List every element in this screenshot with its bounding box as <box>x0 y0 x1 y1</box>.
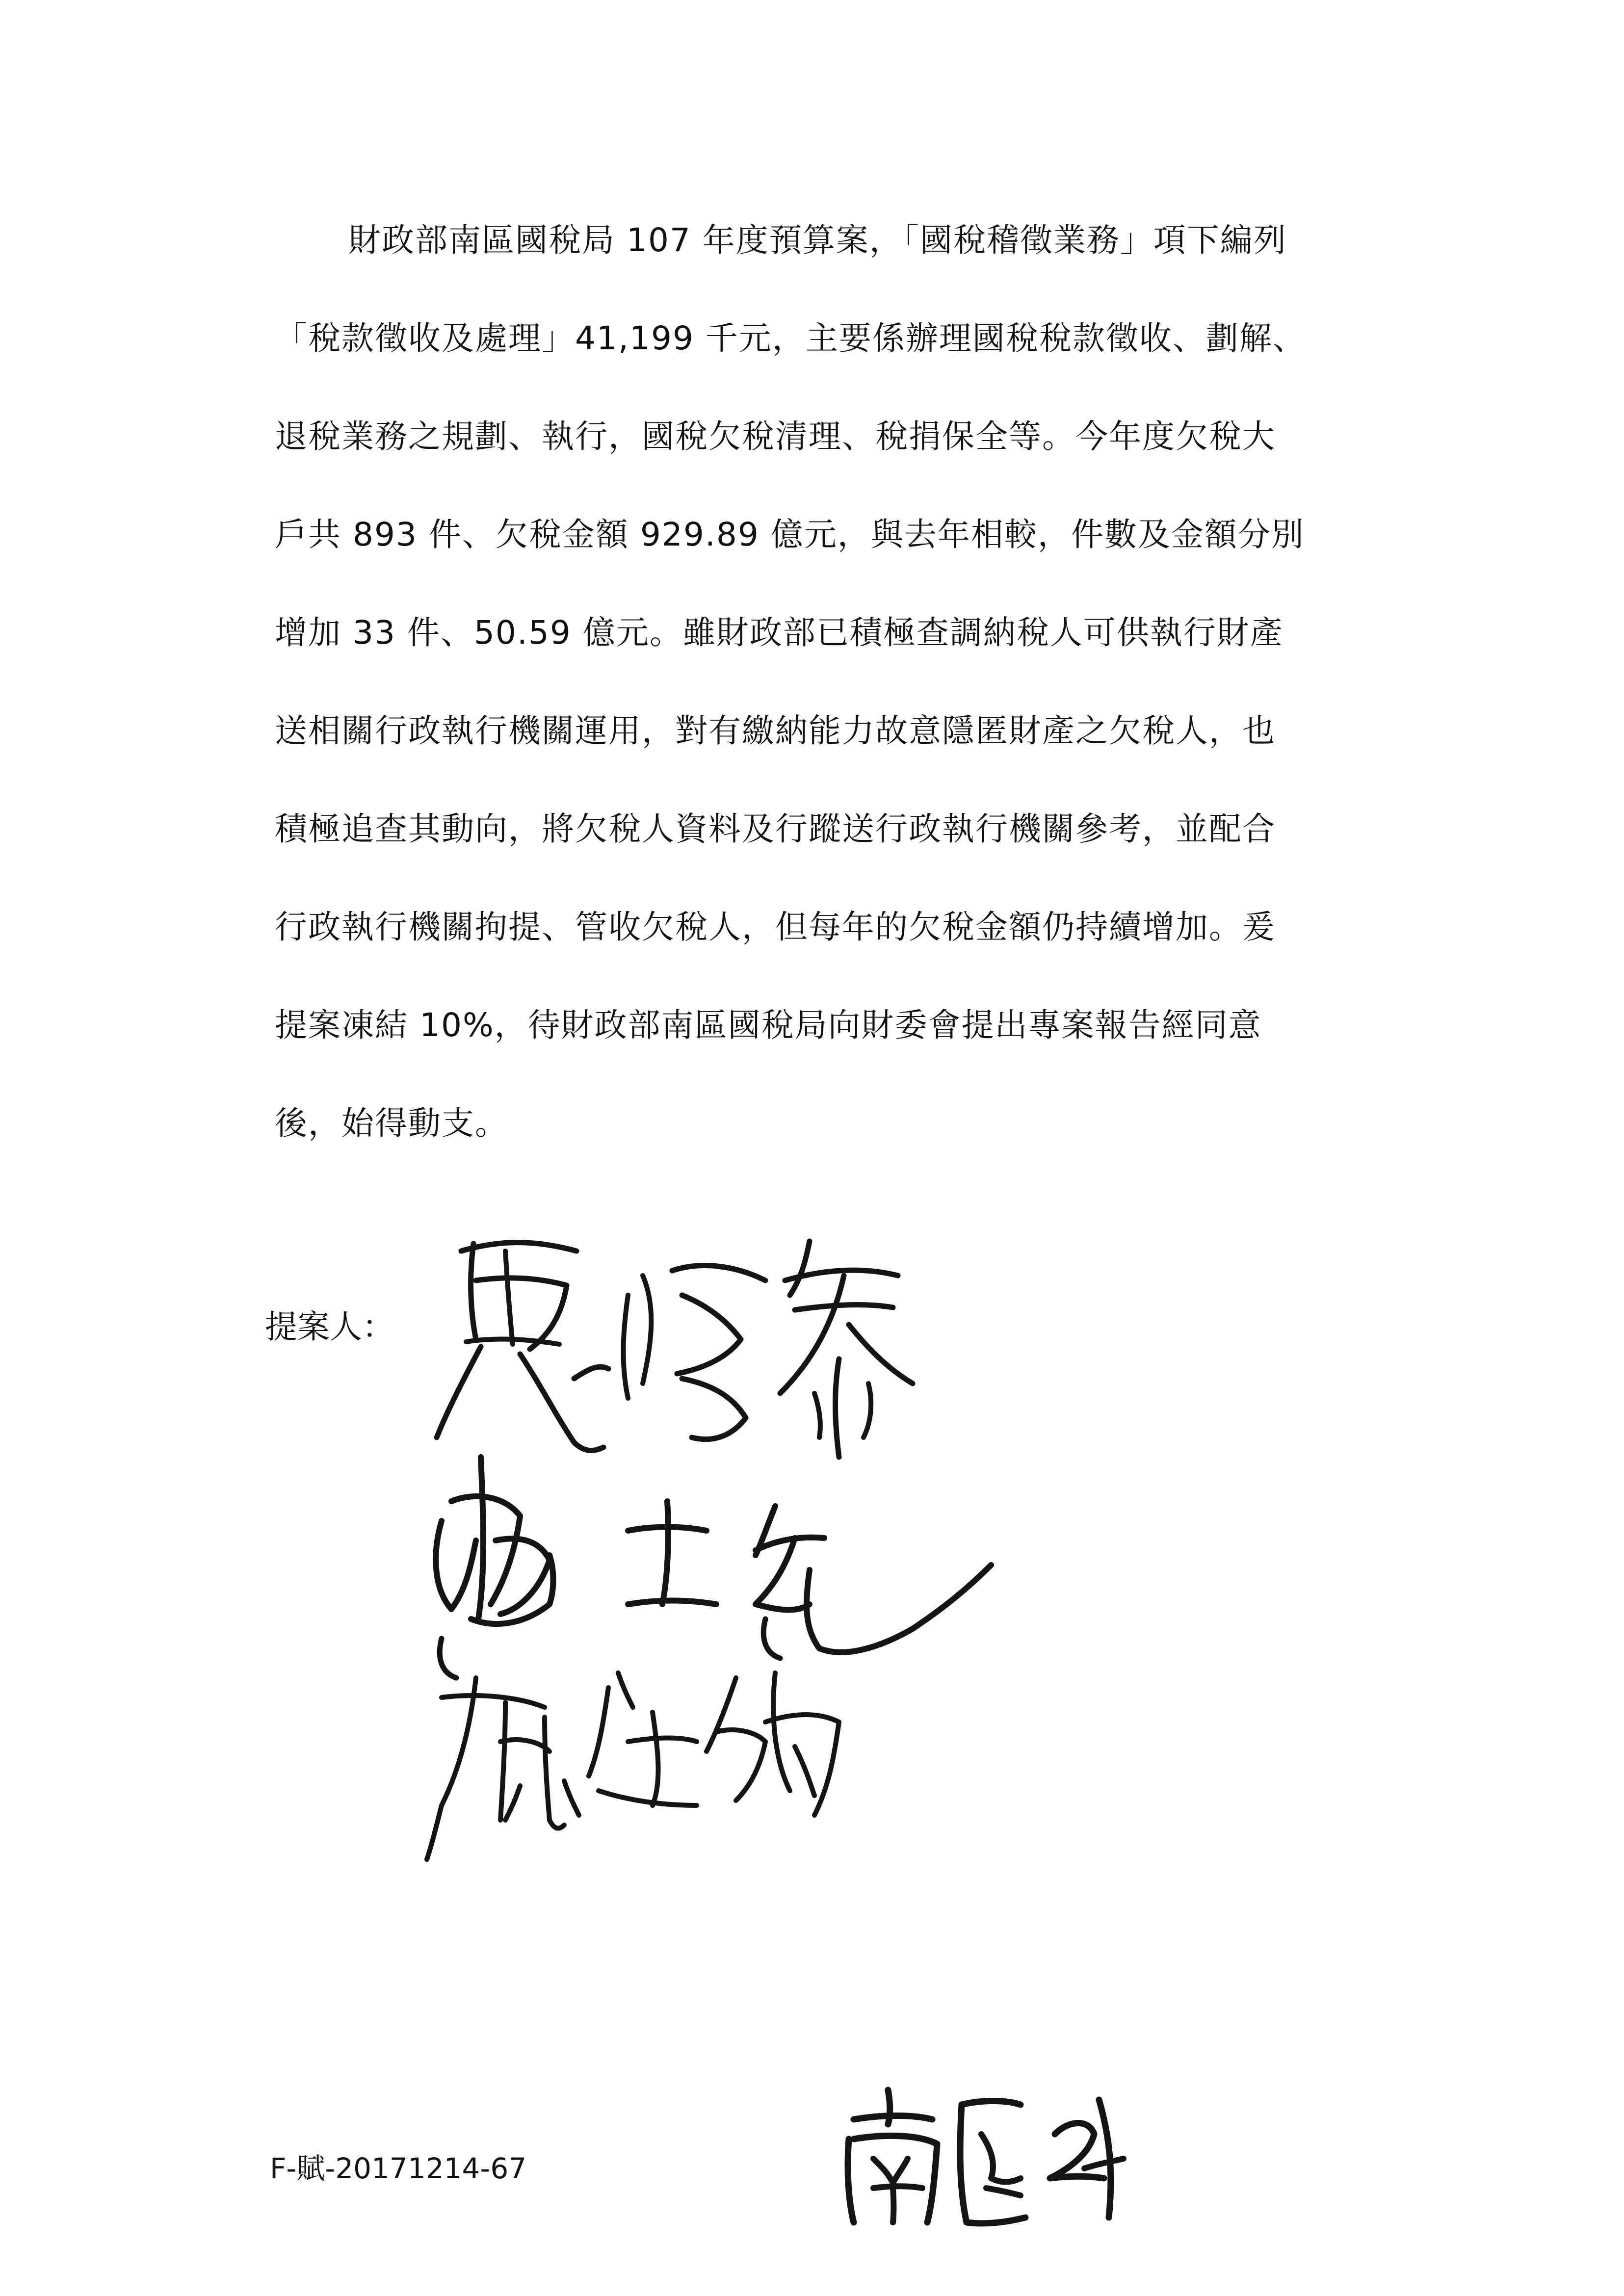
proposal-text <box>275 206 1403 1187</box>
document-code: F-賦-20171214-67 <box>270 2152 527 2185</box>
paragraph-line: 後，始得動支。 <box>275 1104 508 1142</box>
signature-2 <box>422 1442 1011 1688</box>
paragraph-line: 「稅款徵收及處理」41,199 千元，主要係辦理國稅稅款徵收、劃解、 <box>275 319 1306 357</box>
paragraph-line: 提案凍結 10%，待財政部南區國稅局向財委會提出專案報告經同意 <box>275 1006 1262 1044</box>
paragraph-line: 行政執行機關拘提、管收欠稅人，但每年的欠稅金額仍持續增加。爰 <box>275 908 1276 946</box>
paragraph-line: 退稅業務之規劃、執行，國稅欠稅清理、稅捐保全等。今年度欠稅大 <box>275 417 1276 455</box>
handwritten-mark <box>834 2070 1128 2237</box>
paragraph-line: 增加 33 件、50.59 億元。雖財政部已積極查調納稅人可供執行財產 <box>275 614 1283 652</box>
paragraph-line: 財政部南區國稅局 107 年度預算案，「國稅稽徵業務」項下編列 <box>348 221 1287 259</box>
paragraph-line: 戶共 893 件、欠稅金額 929.89 億元，與去年相較，件數及金額分別 <box>275 516 1305 553</box>
proposer-label: 提案人： <box>265 1308 394 1346</box>
paragraph-line: 積極追查其動向，將欠稅人資料及行蹤送行政執行機關參考，並配合 <box>275 810 1276 848</box>
signature-3 <box>422 1658 854 1869</box>
paragraph-line: 送相關行政執行機關運用，對有繳納能力故意隱匿財產之欠稅人，也 <box>275 712 1276 750</box>
signature-1 <box>427 1222 942 1467</box>
